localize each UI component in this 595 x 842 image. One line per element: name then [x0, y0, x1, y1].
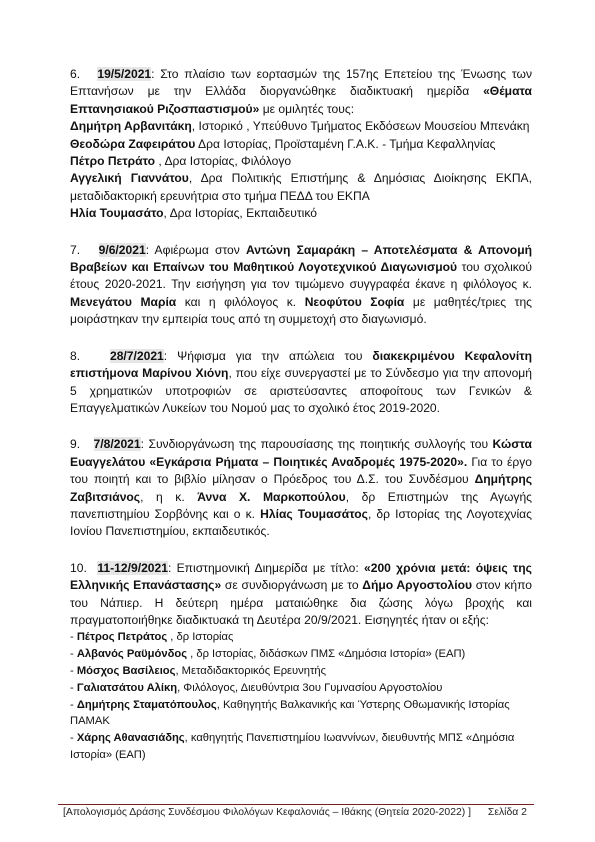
- event-title: «200 χρόνια μετά: όψεις της Ελληνικής Επανάστασης»: [70, 560, 532, 593]
- entry-8: [70, 348, 532, 418]
- speaker-desc: , δρ Ιστορίας, διδάσκων ΠΜΣ «Δημόσια Ιστορία» (ΕΑΠ): [187, 648, 466, 661]
- entry-text: : Συνδιοργάνωση της παρουσίασης της ποιητικής συλλογής του: [140, 437, 493, 452]
- entry-text: με μαθητές/τριες της μοιράστηκαν την εμπειρία τους από τη συμμετοχή στο διαγωνισμό.: [70, 294, 532, 327]
- entry-date: 9/6/2021: [98, 242, 146, 257]
- entry-7: [70, 242, 532, 329]
- speaker-desc: , καθηγητής Πανεπιστημίου Ιωαννίνων, διευθυντής ΜΠΣ «Δημόσια Ιστορία» (ΕΑΠ): [70, 732, 515, 761]
- entry-text: με ομιλητές τους:: [259, 101, 355, 116]
- person-name: Άννα Χ. Μαρκοπούλου: [197, 489, 346, 504]
- list-item: - Γαλιατσάτου Αλίκη, Φιλόλογος, Διευθύντρια 3ου Γυμνασίου Αργοστολίου: [70, 681, 443, 694]
- page-footer: [63, 806, 533, 820]
- speaker-line: [70, 118, 532, 135]
- event-title: «Θέματα Επτανησιακού Ριζοσπαστισμού»: [70, 84, 532, 116]
- speaker-name: Χάρης Αθανασιάδης: [76, 732, 185, 745]
- speaker-desc: Δρα Ιστορίας, Προϊσταμένη Γ.Α.Κ. - Τμήμα Κεφαλληνίας: [195, 136, 496, 151]
- entry-number: 6.: [70, 67, 81, 81]
- speaker-name: Πέτρος Πετράτος: [76, 631, 168, 644]
- entry-number: 7.: [70, 242, 81, 257]
- speaker-name: Γαλιατσάτου Αλίκη: [76, 681, 178, 694]
- speaker-desc: , Μεταδιδακτορικός Ερευνητής: [175, 664, 327, 677]
- list-item: - Αλβανός Ραϋμόνδος , δρ Ιστορίας, διδάσκων ΠΜΣ «Δημόσια Ιστορία» (ΕΑΠ): [70, 648, 466, 661]
- speaker-desc: , Δρα Ιστορίας, Φιλόλογο: [155, 154, 292, 169]
- entry-text: , που είχε συνεργαστεί με το Σύνδεσμο για την απονομή 5 χρηματικών υποτροφιών σε αριστεύσαντες αποφοίτους των Γενικών & Επαγγελματικών Λυκείων του Νομού μας το σχολικό έτος 2019-2020.: [70, 366, 532, 415]
- speaker-desc: , Δρα Ιστορίας, Εκπαιδευτικό: [163, 206, 317, 221]
- entry-text: : Ψήφισμα για την απώλεια του: [163, 348, 373, 363]
- entry-text: , δρ Επιστημών της Αγωγής πανεπιστημίου Σορβόνης και ο κ.: [70, 489, 532, 521]
- person-name: Νεοφύτου Σοφία: [304, 294, 405, 309]
- speaker-line: [70, 136, 532, 153]
- entry-number: 8.: [70, 348, 81, 363]
- entry-7-text: [70, 242, 532, 329]
- speaker-line: [70, 170, 532, 205]
- person-name: Δημήτρης Ζαβιτσιάνος: [70, 472, 532, 504]
- list-item: - Μόσχος Βασίλειος, Μεταδιδακτορικός Ερευνητής: [70, 664, 327, 677]
- entry-8-text: [70, 348, 532, 418]
- list-item: - Δημήτρης Σταματόπουλος, Καθηγητής Βαλκανικής και Ύστερης Οθωμανικής Ιστορίας ΠΑΜΑΚ: [70, 698, 510, 728]
- event-title: Κώστα Ευαγγελάτου «Εγκάρσια Ρήματα – Ποιητικές Αναδρομές 1975-2020».: [70, 437, 532, 469]
- entry-number: 9.: [70, 437, 81, 452]
- entry-text: , η κ.: [140, 489, 198, 504]
- entry-text: : Στο πλαίσιο των εορτασμών της 157ης Επετείου της Ένωσης των Επτανήσων με την Ελλάδα διοργανώθηκε διαδικτυακή ημερίδα: [70, 67, 532, 99]
- speaker-line: [70, 153, 532, 170]
- document-body: [70, 66, 532, 783]
- entry-date: 28/7/2021: [109, 348, 164, 363]
- entry-text: και η φιλόλογος κ.: [176, 294, 305, 309]
- entry-text: σε συνδιοργάνωση με το: [221, 578, 363, 593]
- speaker-name: Δημήτρης Σταματόπουλος: [76, 698, 217, 711]
- entry-date: 19/5/2021: [97, 67, 152, 81]
- list-item: - Πέτρος Πετράτος , δρ Ιστορίας: [70, 631, 234, 644]
- footer-title: [Απολογισμός Δράσης Συνδέσμου Φιλολόγων Κεφαλονιάς – Ιθάκης (Θητεία 2020-2022) ]: [63, 807, 471, 818]
- footer-divider: [58, 804, 534, 805]
- entry-9-text: [70, 436, 532, 540]
- person-name: Μενεγάτου Μαρία: [70, 294, 177, 309]
- entry-10-text: [70, 560, 532, 630]
- person-name: διακεκριμένου Κεφαλονίτη επιστήμονα Μαρίνου Χιόνη: [70, 348, 532, 381]
- speaker-desc: , Δρα Πολιτικής Επιστήμης & Δημόσιας Διοίκησης ΕΚΠΑ, μεταδιδακτορική ερευνήτρια στο τμήμα ΠΕΔΔ του ΕΚΠΑ: [70, 171, 532, 203]
- speaker-list: [70, 629, 532, 763]
- entry-6-text: [70, 66, 532, 118]
- speaker-name: Αλβανός Ραϋμόνδος: [76, 648, 188, 661]
- page-number: Σελίδα 2: [487, 807, 527, 818]
- entry-number: 10.: [70, 560, 87, 575]
- entry-date: 11-12/9/2021: [97, 560, 168, 575]
- speaker-desc: , Φιλόλογος, Διευθύντρια 3ου Γυμνασίου Αργοστολίου: [177, 681, 443, 694]
- entry-date: 7/8/2021: [93, 437, 141, 452]
- list-item: - Χάρης Αθανασιάδης, καθηγητής Πανεπιστημίου Ιωαννίνων, διευθυντής ΜΠΣ «Δημόσια Ιστορία» (ΕΑΠ): [70, 732, 515, 761]
- speaker-desc: , δρ Ιστορίας: [167, 631, 234, 644]
- speaker-name: Πέτρο Πετράτο: [70, 154, 156, 169]
- person-name: Ηλίας Τουμασάτος: [260, 506, 368, 521]
- entry-9: [70, 436, 532, 540]
- speaker-name: Αγγελική Γιαννάτου: [70, 171, 189, 186]
- speaker-desc: , Καθηγητής Βαλκανικής και Ύστερης Οθωμανικής Ιστορίας ΠΑΜΑΚ: [70, 698, 510, 728]
- speaker-name: Θεοδώρα Ζαφειράτου: [70, 136, 196, 151]
- organization-name: Δήμο Αργοστολίου: [362, 578, 472, 593]
- entry-text: : Επιστημονική Διημερίδα με τίτλο:: [167, 560, 364, 575]
- speaker-name: Μόσχος Βασίλειος: [76, 664, 176, 677]
- speaker-desc: , Ιστορικό , Υπεύθυνο Τμήματος Εκδόσεων Μουσείου Μπενάκη: [191, 119, 530, 134]
- speaker-name: Δημήτρη Αρβανιτάκη: [70, 119, 192, 134]
- entry-text: του σχολικού έτους 2020-2021. Την εισήγηση για τον τιμώμενο συγγραφέα έκανε η φιλόλογος κ.: [70, 260, 532, 292]
- speaker-name: Ηλία Τουμασάτο: [70, 206, 164, 221]
- event-title: Αντώνη Σαμαράκη – Αποτελέσματα & Απονομή Βραβείων και Επαίνων του Μαθητικού Λογοτεχνικού Διαγωνισμού: [70, 242, 532, 275]
- entry-10: [70, 560, 532, 764]
- speaker-line: [70, 205, 532, 222]
- entry-text: στον κήπο του Νάπιερ. Η δεύτερη ημέρα ματαιώθηκε δια ζώσης λόγω βροχής και πραγματοποιήθηκε διαδικτυακά τη Δευτέρα 20/9/2021. Εισηγητές ήταν οι εξής:: [70, 578, 532, 627]
- entry-text: , δρ Ιστορίας της Λογοτεχνίας Ιονίου Πανεπιστημίου, εκπαιδευτικός.: [70, 506, 532, 539]
- entry-text: Για το έργο του ποιητή και το βιβλίο μίλησαν ο Πρόεδρος του Δ.Σ. του Συνδέσμου: [70, 454, 532, 487]
- entry-text: : Αφιέρωμα στον: [145, 242, 247, 257]
- entry-6: [70, 66, 532, 223]
